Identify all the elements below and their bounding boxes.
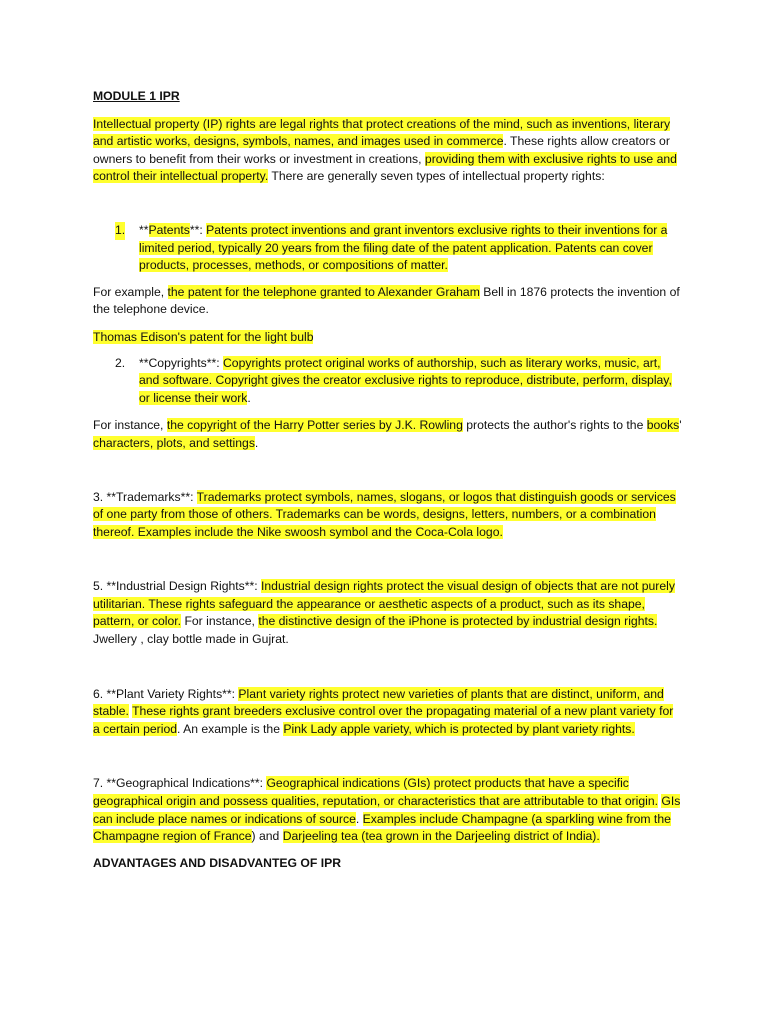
intro-paragraph	[93, 116, 683, 186]
text: For instance,	[181, 614, 259, 629]
highlighted-text: Copyrights protect original works of authorship, such as literary works, music, art, and software. Copyright gives the creator exclusive rights to reproduce, distribute, perform, display, or license their work	[139, 355, 672, 405]
highlighted-text: These rights grant breeders exclusive control over the propagating material of a new plant variety for a certain period	[93, 704, 674, 736]
list-number: 2.	[115, 355, 126, 370]
plant-variety-paragraph	[93, 686, 683, 739]
text: **	[139, 222, 149, 237]
trademarks-paragraph	[93, 489, 683, 542]
text: . These rights allow creators or owners to benefit from their works or investment in creations	[93, 134, 670, 166]
text: 3. **Trademarks**:	[93, 489, 197, 504]
highlighted-text: Pink Lady apple variety, which is protected by plant variety rights.	[283, 721, 635, 736]
highlighted-text: Industrial design rights protect the visual design of objects that are not purely utilitarian. These rights safeguard the appearance or aesthetic aspects of a product, such as its shape, pattern, or color.	[93, 579, 675, 629]
text: 6. **Plant Variety Rights**:	[93, 686, 239, 701]
list-number: 1.	[115, 222, 125, 240]
highlighted-text: characters, plots, and settings	[93, 435, 255, 450]
section-heading: ADVANTAGES AND DISADVANTEG OF IPR	[93, 855, 342, 870]
highlighted-text: Intellectual property (IP) rights are legal rights that protect creations of the mind, such as inventions, literary and artistic works, designs, symbols, names, and images used in commerce	[93, 116, 671, 149]
text: **:	[189, 222, 207, 237]
highlighted-text: Geographical indications (GIs) protect products that have a specific geographical origin and possess qualities, reputation, or characteristics that are attributable to that origin.	[93, 776, 659, 809]
highlighted-text: the distinctive design of the iPhone is protected by industrial design rights.	[258, 614, 658, 629]
list-item-patents	[93, 222, 683, 275]
highlighted-text: Trademarks protect symbols, names, slogans, or logos that distinguish goods or services of one party from those of others. Trademarks can be words, designs, letters, numbers, or a combination thereof. Examples include the Nike swoosh symbol and the Coca-Cola logo.	[93, 489, 676, 539]
text: 5. **Industrial Design Rights**:	[93, 579, 262, 594]
text: ) and	[251, 829, 283, 844]
text: **Copyrights**:	[139, 355, 223, 370]
text: For instance,	[93, 418, 167, 433]
highlighted-text: books	[646, 418, 680, 433]
page-title: MODULE 1 IPR	[93, 89, 180, 103]
list-item-copyrights	[93, 355, 683, 408]
highlighted-text: Patents	[148, 222, 190, 237]
example-paragraph-patent	[93, 284, 683, 319]
highlighted-text: the copyright of the Harry Potter series by J.K. Rowling	[166, 418, 463, 433]
text: There are generally seven types of intellectual property rights:	[268, 169, 605, 184]
text: . An example is the	[177, 721, 284, 736]
text: Bell in 1876 protects the invention of the telephone device.	[93, 284, 680, 317]
highlighted-text: Patents protect inventions and grant inventors exclusive rights to their inventions for a limited period, typically 20 years from the filing date of the patent application. Patents can cover products, processes, methods, or compositions of matter.	[139, 222, 668, 273]
geographical-indications-paragraph	[93, 775, 683, 845]
edison-line	[93, 329, 683, 347]
highlighted-text: GIs can include place names or indications of source	[93, 794, 681, 826]
example-paragraph-copyright	[93, 417, 683, 452]
industrial-design-paragraph	[93, 578, 683, 648]
text: ,	[418, 151, 425, 166]
text: .	[254, 435, 259, 450]
text: .	[355, 811, 363, 826]
text: '	[679, 418, 682, 433]
text: .	[247, 390, 251, 405]
highlighted-text: Thomas Edison's patent for the light bulb	[93, 329, 314, 344]
text: 7. **Geographical Indications**:	[93, 776, 267, 791]
highlighted-text: Darjeeling tea (tea grown in the Darjeeling district of India).	[282, 829, 600, 844]
text: For example,	[93, 284, 168, 299]
highlighted-text: the patent for the telephone granted to Alexander Graham	[167, 284, 480, 299]
document-page	[93, 80, 683, 872]
highlighted-text: Examples include Champagne (a sparkling wine from the Champagne region of France	[93, 811, 671, 844]
text: Jwellery , clay bottle made in Gujrat.	[93, 632, 289, 647]
highlighted-text: providing them with exclusive rights to use and control their intellectual property.	[93, 151, 677, 184]
text: protects the author's rights to the	[462, 418, 647, 433]
highlighted-text: Plant variety rights protect new varieties of plants that are distinct, uniform, and stable.	[93, 686, 664, 719]
